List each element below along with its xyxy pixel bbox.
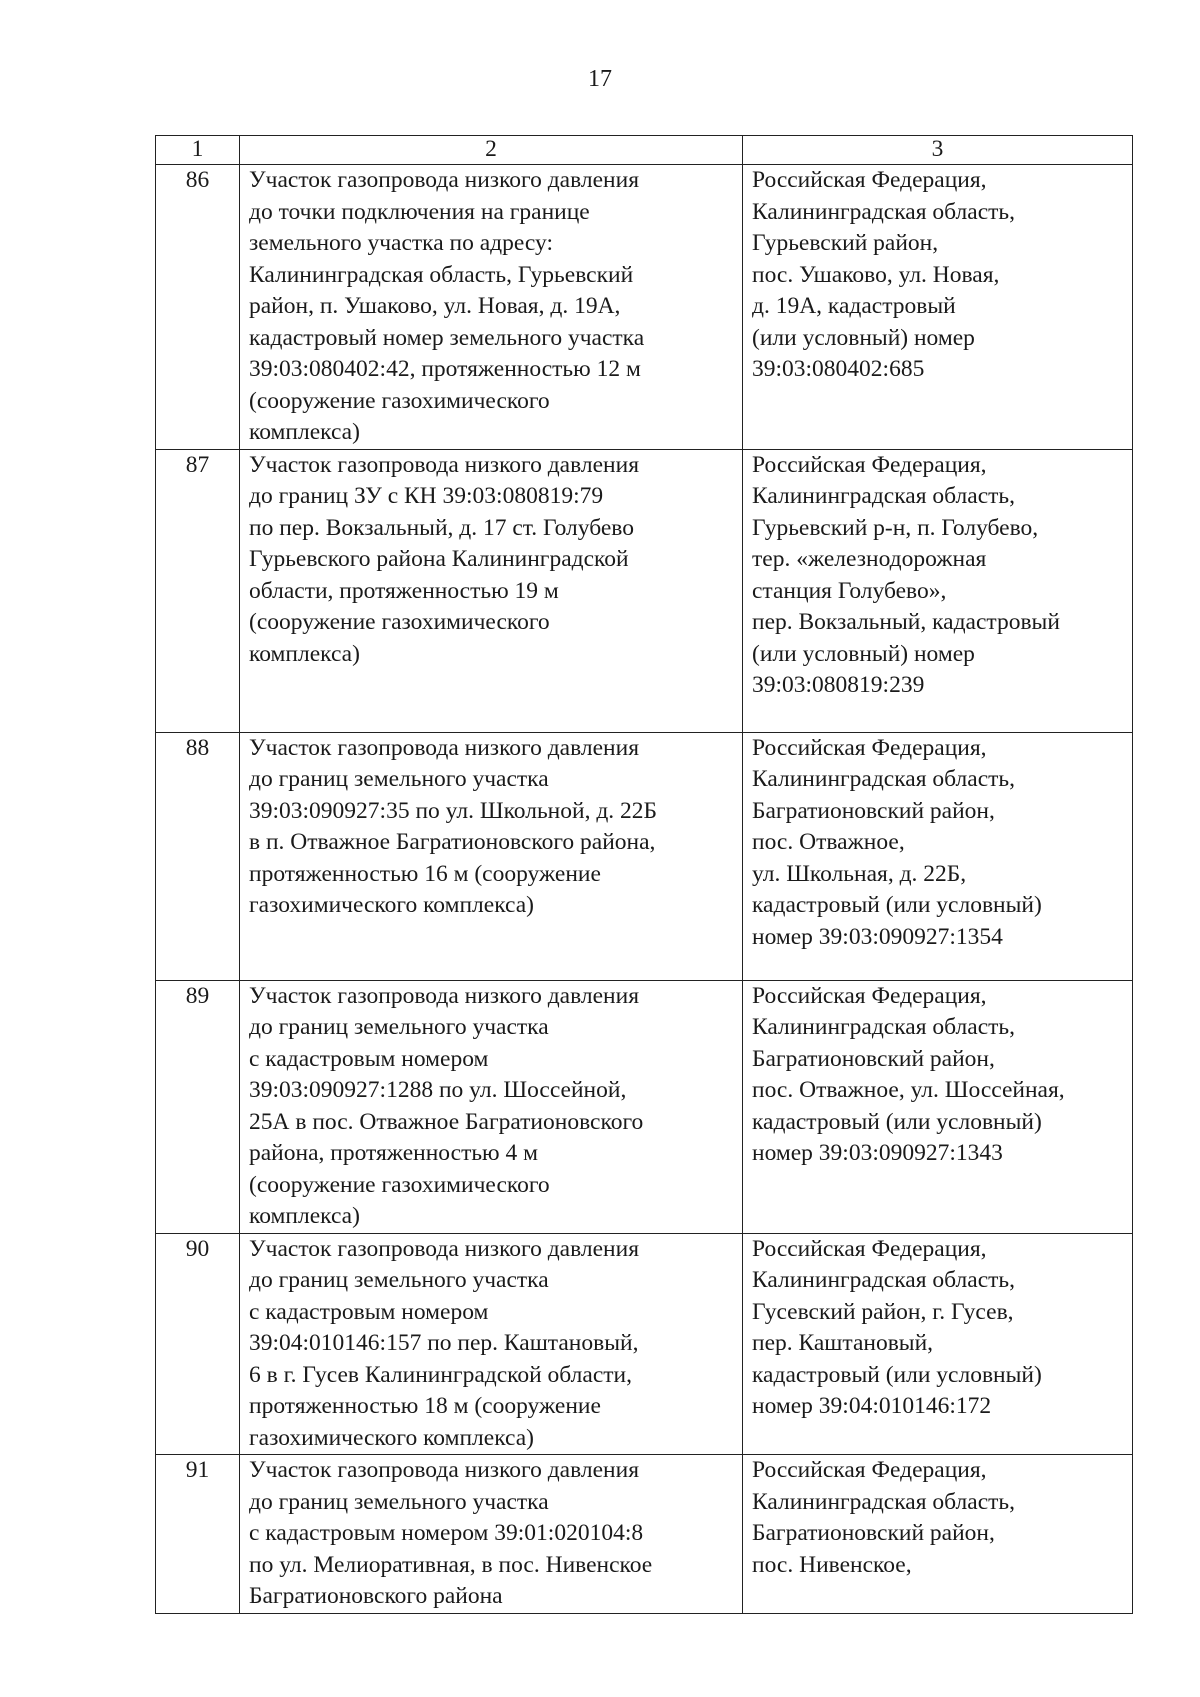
location-line: д. 19А, кадастровый (752, 293, 956, 319)
table-row (156, 165, 1133, 450)
table-row (156, 1455, 1133, 1614)
page-number: 17 (588, 66, 612, 92)
location-line: Гурьевский р-н, п. Голубево, (752, 514, 1039, 541)
description-line: с кадастровым номером 39:01:020104:8 (249, 1520, 644, 1546)
description-line: Участок газопровода низкого давления (249, 1235, 640, 1262)
description-line: Участок газопровода низкого давления (249, 734, 640, 761)
description-line: до точки подключения на границе (249, 198, 590, 225)
description-line: 39:03:090927:35 по ул. Школьной, д. 22Б (249, 797, 658, 824)
header-col-3: 3 (743, 136, 1133, 165)
location-line: кадастровый (или условный) (752, 892, 1042, 918)
location-line: Российская Федерация, (752, 451, 987, 478)
location-line: ул. Школьная, д. 22Б, (752, 860, 967, 887)
description-line: 6 в г. Гусев Калининградской области, (249, 1361, 632, 1388)
table-row (156, 980, 1133, 1233)
description-line: до границ земельного участка (249, 1488, 549, 1515)
location-line: пос. Нивенское, (752, 1551, 912, 1578)
location-line: Российская Федерация, (752, 167, 987, 193)
description-line: Гурьевского района Калининградской (249, 546, 629, 572)
description-line: кадастровый номер земельного участка (249, 324, 645, 351)
description-line: до границ земельного участка (249, 766, 549, 792)
description-line: Багратионовского района (249, 1583, 503, 1609)
description-line: 39:03:090927:1288 по ул. Шоссейной, (249, 1077, 627, 1103)
object-location (743, 732, 1133, 980)
description-line: комплекса) (249, 1203, 360, 1229)
location-line: пос. Ушаково, ул. Новая, (752, 261, 1000, 288)
description-line: (сооружение газохимического (249, 387, 550, 414)
description-line: до границ ЗУ с КН 39:03:080819:79 (249, 483, 604, 509)
description-line: Участок газопровода низкого давления (249, 982, 640, 1009)
description-line: района, протяженностью 4 м (249, 1140, 538, 1166)
description-line: до границ земельного участка (249, 1014, 549, 1040)
description-line: Участок газопровода низкого давления (249, 167, 640, 193)
description-line: 39:03:080402:42, протяженностью 12 м (249, 356, 641, 382)
location-line: кадастровый (или условный) (752, 1108, 1042, 1135)
description-line: 25А в пос. Отважное Багратионовского (249, 1108, 644, 1135)
location-line: Калининградская область, (752, 198, 1015, 225)
description-line: Участок газопровода низкого давления (249, 451, 640, 478)
description-line: (сооружение газохимического (249, 609, 550, 635)
location-line: пер. Каштановый, (752, 1330, 934, 1356)
location-line: Калининградская область, (752, 1014, 1015, 1040)
row-number: 87 (156, 449, 240, 732)
description-line: земельного участка по адресу: (249, 230, 553, 256)
header-col-2: 2 (240, 136, 743, 165)
description-line: (сооружение газохимического (249, 1171, 550, 1198)
registry-table (155, 135, 1133, 1614)
location-line: кадастровый (или условный) (752, 1361, 1042, 1388)
description-line: Участок газопровода низкого давления (249, 1457, 640, 1483)
location-line: Калининградская область, (752, 1267, 1015, 1293)
table-row (156, 732, 1133, 980)
location-line: пос. Отважное, (752, 829, 905, 855)
location-line: Багратионовский район, (752, 1520, 995, 1546)
location-line: Багратионовский район, (752, 797, 995, 824)
description-line: газохимического комплекса) (249, 892, 535, 918)
description-line: комплекса) (249, 419, 360, 445)
description-line: комплекса) (249, 640, 360, 667)
object-location (743, 1455, 1133, 1614)
object-description (240, 980, 743, 1233)
description-line: протяженностью 18 м (сооружение (249, 1393, 601, 1419)
description-line: области, протяженностью 19 м (249, 577, 559, 604)
location-line: 39:03:080819:239 (752, 672, 925, 698)
header-col-1: 1 (156, 136, 240, 165)
table-row (156, 449, 1133, 732)
location-line: номер 39:03:090927:1343 (752, 1140, 1003, 1166)
row-number: 89 (156, 980, 240, 1233)
description-line: с кадастровым номером (249, 1045, 489, 1072)
row-number: 90 (156, 1233, 240, 1455)
description-line: по ул. Мелиоративная, в пос. Нивенское (249, 1551, 653, 1578)
location-line: Российская Федерация, (752, 1457, 987, 1483)
table-header-row (156, 136, 1133, 165)
location-line: пер. Вокзальный, кадастровый (752, 609, 1060, 635)
object-description (240, 732, 743, 980)
table-row (156, 1233, 1133, 1455)
object-location (743, 449, 1133, 732)
object-location (743, 980, 1133, 1233)
location-line: номер 39:03:090927:1354 (752, 923, 1003, 950)
row-number: 86 (156, 165, 240, 450)
object-description (240, 1455, 743, 1614)
location-line: (или условный) номер (752, 324, 975, 351)
description-line: район, п. Ушаково, ул. Новая, д. 19А, (249, 293, 621, 319)
location-line: Российская Федерация, (752, 1235, 987, 1262)
description-line: протяженностью 16 м (сооружение (249, 860, 601, 887)
description-line: с кадастровым номером (249, 1298, 489, 1325)
object-location (743, 1233, 1133, 1455)
row-number: 91 (156, 1455, 240, 1614)
location-line: Российская Федерация, (752, 982, 987, 1009)
object-description (240, 449, 743, 732)
row-number: 88 (156, 732, 240, 980)
location-line: тер. «железнодорожная (752, 546, 987, 572)
location-line: станция Голубево», (752, 577, 947, 604)
location-line: Калининградская область, (752, 766, 1015, 792)
location-line: (или условный) номер (752, 640, 975, 667)
description-line: Калининградская область, Гурьевский (249, 261, 634, 288)
location-line: Калининградская область, (752, 1488, 1015, 1515)
location-line: пос. Отважное, ул. Шоссейная, (752, 1077, 1065, 1103)
description-line: до границ земельного участка (249, 1267, 549, 1293)
object-description (240, 165, 743, 450)
location-line: Российская Федерация, (752, 734, 987, 761)
location-line: Багратионовский район, (752, 1045, 995, 1072)
description-line: 39:04:010146:157 по пер. Каштановый, (249, 1330, 639, 1356)
location-line: Гусевский район, г. Гусев, (752, 1298, 1014, 1325)
location-line: Калининградская область, (752, 483, 1015, 509)
location-line: Гурьевский район, (752, 230, 939, 256)
description-line: по пер. Вокзальный, д. 17 ст. Голубево (249, 514, 634, 541)
location-line: 39:03:080402:685 (752, 356, 925, 382)
object-description (240, 1233, 743, 1455)
description-line: газохимического комплекса) (249, 1424, 535, 1451)
object-location (743, 165, 1133, 450)
description-line: в п. Отважное Багратионовского района, (249, 829, 656, 855)
location-line: номер 39:04:010146:172 (752, 1393, 992, 1419)
